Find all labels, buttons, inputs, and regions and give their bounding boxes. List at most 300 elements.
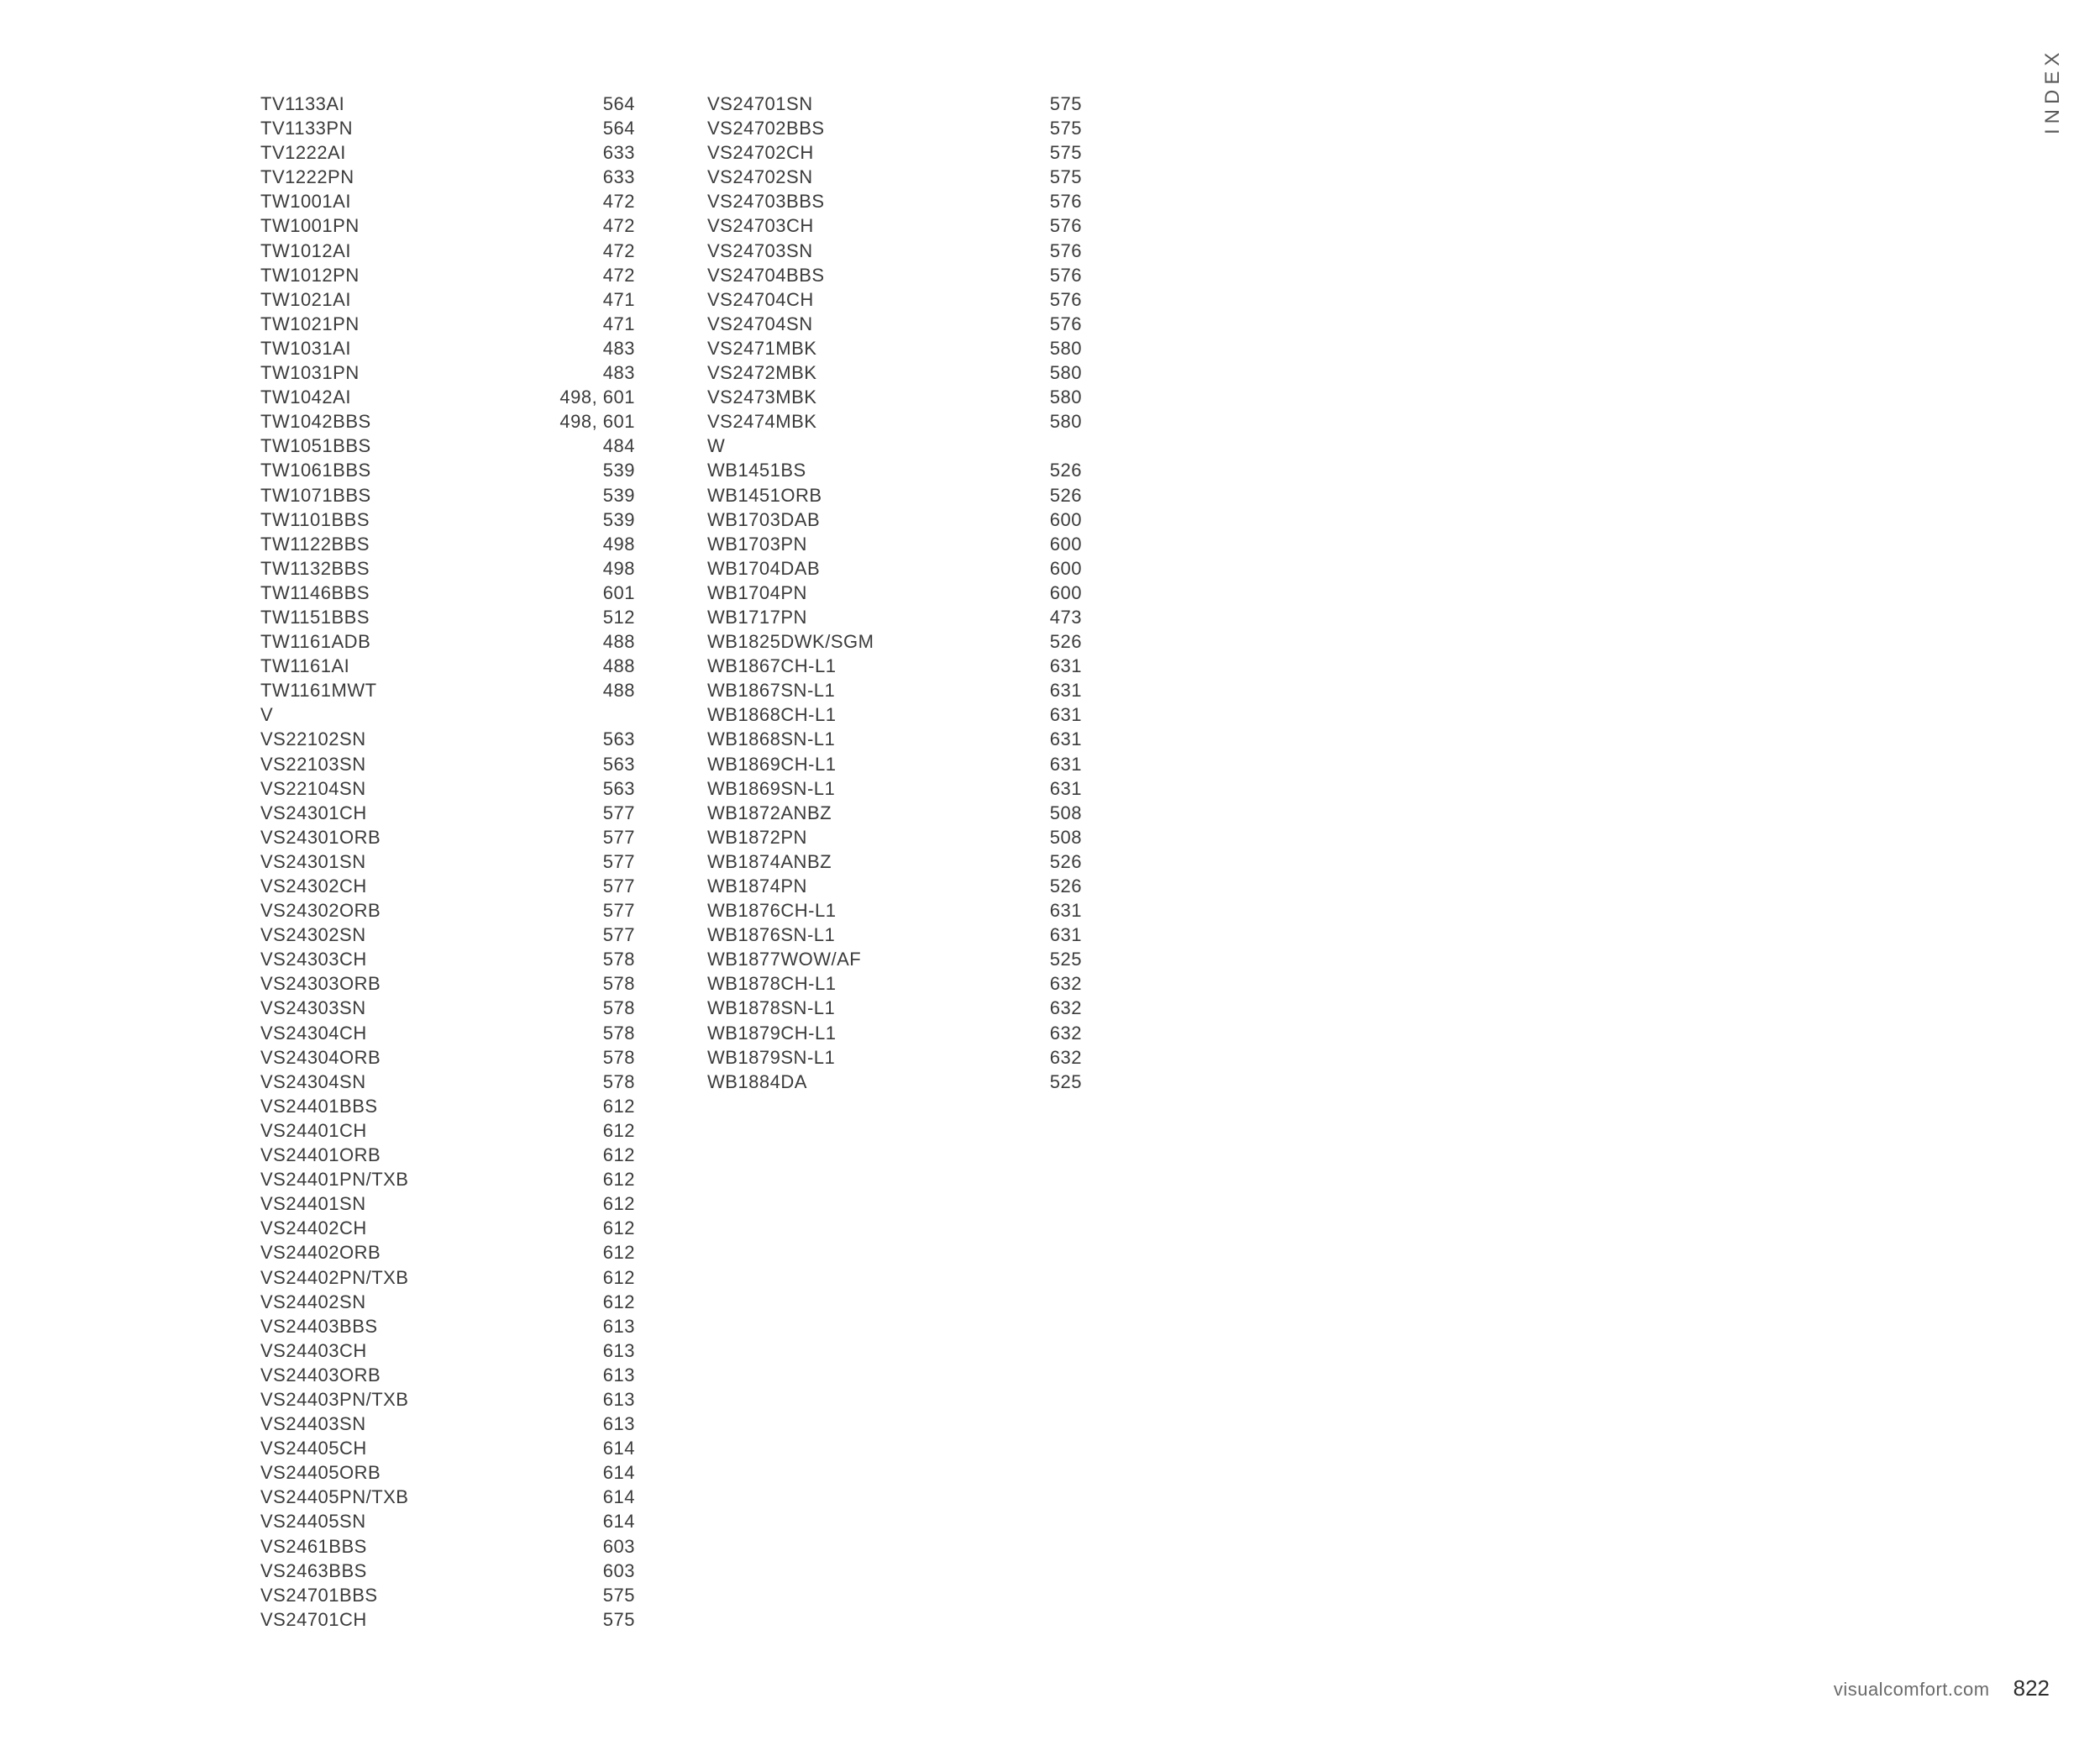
index-entry-code: W [707,435,726,457]
index-entry [260,1143,635,1167]
index-entry-page: 526 [1049,850,1082,872]
index-entry-page: 472 [602,215,635,237]
index-entry-code: WB1879SN-L1 [707,1046,836,1068]
index-entry-code: VS22104SN [260,777,366,799]
index-entry-code: VS24302CH [260,876,367,897]
index-entry-page: 488 [602,655,635,677]
index-entry-code: VS24402SN [260,1291,366,1312]
index-entry [707,385,1082,409]
index-entry-page: 578 [602,1022,635,1044]
index-entry-code: VS24701SN [707,93,813,114]
index-entry-page: 613 [602,1339,635,1361]
index-entry-page: 631 [1049,680,1082,702]
index-entry-code: VS24403PN/TXB [260,1388,409,1410]
index-entry [707,776,1082,801]
index-entry [707,92,1082,116]
index-entry [707,532,1082,556]
index-entry-code: TW1001AI [260,191,351,213]
index-entry [260,1387,635,1412]
index-entry [707,702,1082,727]
index-entry-code: WB1877WOW/AF [707,949,862,970]
index-entry [707,654,1082,678]
index-entry-page: 575 [1049,118,1082,139]
index-entry-page: 526 [1049,631,1082,653]
index-entry-page: 526 [1049,484,1082,506]
index-entry-page: 539 [602,508,635,530]
index-entry-page: 576 [1049,288,1082,310]
index-entry [260,605,635,629]
index-entry [260,92,635,116]
index-entry-code: VS2473MBK [707,386,817,408]
index-entry-code: VS24703BBS [707,191,825,213]
index-entry-page: 508 [1049,826,1082,848]
index-entry-page: 600 [1049,533,1082,555]
index-entry-code: VS2461BBS [260,1535,367,1557]
index-entry-page: 603 [602,1535,635,1557]
index-entry-code: VS24402CH [260,1217,367,1239]
index-entry-code: WB1876SN-L1 [707,924,836,946]
index-entry [260,1607,635,1632]
index-column-2 [707,92,1082,1094]
index-entry-code: TW1021PN [260,313,360,334]
index-entry-page: 580 [1049,362,1082,384]
index-entry-page: 576 [1049,215,1082,237]
index-entry-code: TW1021AI [260,288,351,310]
index-entry-page: 631 [1049,900,1082,922]
index-entry [707,263,1082,287]
index-entry-code: VS24702SN [707,166,813,188]
index-entry-code: VS22103SN [260,753,366,775]
index-entry-code: WB1867CH-L1 [707,655,837,677]
index-entry [707,239,1082,263]
index-entry-code: VS24301CH [260,802,367,823]
index-entry [260,1534,635,1559]
index-entry [260,1412,635,1436]
index-entry [707,116,1082,140]
index-entry-page: 512 [602,606,635,628]
index-column-1 [260,92,635,1632]
index-entry [260,263,635,287]
index-entry-page: 580 [1049,386,1082,408]
index-entry [260,947,635,971]
index-entry-code: TW1151BBS [260,606,370,628]
index-entry-code: TW1061BBS [260,460,371,481]
index-entry-code: WB1872ANBZ [707,802,832,823]
index-entry-code: TV1222PN [260,166,354,188]
index-entry-code: VS24302SN [260,924,366,946]
index-entry-code: WB1876CH-L1 [707,900,837,922]
index-entry-code: VS24405SN [260,1511,366,1533]
index-entry-page: 577 [602,876,635,897]
index-entry [260,458,635,482]
index-entry-code: VS24304SN [260,1070,366,1092]
index-entry-page: 614 [602,1486,635,1508]
index-entry-code: VS24405PN/TXB [260,1486,409,1508]
index-entry-code: VS24303ORB [260,973,381,995]
index-entry [260,1021,635,1045]
index-entry-code: TW1031AI [260,337,351,359]
index-entry-page: 612 [602,1193,635,1215]
index-entry-code: VS24403BBS [260,1315,378,1337]
index-entry [260,1290,635,1314]
index-entry [707,189,1082,213]
index-entry [260,1045,635,1070]
index-entry [260,971,635,996]
index-entry-page: 564 [602,93,635,114]
index-entry-page: 580 [1049,337,1082,359]
index-entry-code: VS24703SN [707,239,813,261]
index-entry-page: 600 [1049,557,1082,579]
index-entry [707,947,1082,971]
index-entry-page: 577 [602,850,635,872]
index-entry [707,996,1082,1020]
index-entry-page: 472 [602,239,635,261]
index-entry-page: 614 [602,1462,635,1484]
index-entry-code: WB1704PN [707,581,807,603]
index-entry-code: WB1703DAB [707,508,821,530]
index-entry-page: 576 [1049,313,1082,334]
index-entry-code: VS24403SN [260,1413,366,1435]
index-entry-page: 473 [1049,606,1082,628]
index-entry-code: VS22102SN [260,728,366,750]
index-entry-code: WB1867SN-L1 [707,680,836,702]
index-entry-code: TW1122BBS [260,533,370,555]
index-entry-code: WB1703PN [707,533,807,555]
index-entry-code: TV1133AI [260,93,345,114]
index-entry [260,923,635,947]
index-entry [260,1094,635,1118]
index-entry-page: 576 [1049,239,1082,261]
index-entry-page: 614 [602,1438,635,1459]
index-entry-page: 488 [602,631,635,653]
index-entry [260,1191,635,1216]
index-entry-page: 539 [602,460,635,481]
index-entry-code: VS24702BBS [707,118,825,139]
index-section-label: INDEX [2041,47,2064,134]
index-entry-code: VS2471MBK [707,337,817,359]
index-entry-code: TW1042BBS [260,411,371,433]
index-entry-code: WB1825DWK/SGM [707,631,874,653]
index-entry [260,629,635,654]
index-entry [260,312,635,336]
index-entry [707,629,1082,654]
index-entry-code: VS24402PN/TXB [260,1266,409,1288]
index-entry-code: WB1869CH-L1 [707,753,837,775]
index-entry-code: WB1874PN [707,876,807,897]
index-entry-page: 612 [602,1169,635,1191]
index-entry-page: 526 [1049,460,1082,481]
index-entry-page: 471 [602,313,635,334]
index-entry-code: VS24701CH [260,1608,367,1630]
index-entry-page: 508 [1049,802,1082,823]
index-entry-code: V [260,704,274,726]
index-entry-page: 612 [602,1095,635,1117]
index-entry-page: 575 [1049,93,1082,114]
index-entry-code: WB1878CH-L1 [707,973,837,995]
index-entry-page: 613 [602,1364,635,1386]
index-entry-code: WB1879CH-L1 [707,1022,837,1044]
index-entry-code: VS24702CH [707,142,814,164]
index-entry-page: 578 [602,949,635,970]
index-entry-code: TW1132BBS [260,557,370,579]
index-entry-code: VS24302ORB [260,900,381,922]
index-entry [707,336,1082,360]
index-entry-page: 575 [602,1584,635,1606]
index-entry-page: 483 [602,362,635,384]
index-entry [260,213,635,238]
index-entry-code: WB1874ANBZ [707,850,832,872]
index-entry-page: 498 [602,533,635,555]
index-entry [260,1118,635,1143]
index-entry-page: 563 [602,753,635,775]
index-entry [260,189,635,213]
index-entry-code: WB1868CH-L1 [707,704,837,726]
footer-website[interactable]: visualcomfort.com [1833,1679,1990,1700]
index-entry [707,213,1082,238]
index-entry [260,556,635,581]
index-entry [707,874,1082,898]
index-entry [707,971,1082,996]
index-entry-code: TW1146BBS [260,581,370,603]
index-entry-page: 613 [602,1388,635,1410]
index-entry [260,1314,635,1338]
index-entry [260,434,635,458]
index-entry-code: VS2474MBK [707,411,817,433]
index-entry-page: 632 [1049,1046,1082,1068]
index-entry-code: VS24704SN [707,313,813,334]
index-entry-page: 498 [602,557,635,579]
index-entry-page: 577 [602,802,635,823]
index-entry-code: TW1012AI [260,239,351,261]
index-entry [260,801,635,825]
index-entry-page: 563 [602,777,635,799]
index-entry [260,409,635,434]
index-entry [707,923,1082,947]
index-entry [260,1265,635,1290]
index-entry-page: 472 [602,191,635,213]
index-entry [707,1021,1082,1045]
index-entry-code: VS24704CH [707,288,814,310]
index-entry-code: TW1071BBS [260,484,371,506]
index-entry-page: 631 [1049,704,1082,726]
index-entry [707,409,1082,434]
index-entry-code: VS2463BBS [260,1559,367,1581]
index-entry-code: WB1878SN-L1 [707,997,836,1019]
index-entry [260,483,635,507]
index-entry [260,1509,635,1533]
index-entry [260,776,635,801]
index-entry [260,1338,635,1363]
index-entry-page: 612 [602,1217,635,1239]
index-entry [260,825,635,849]
index-entry [260,336,635,360]
index-letter-heading [707,434,1082,458]
index-entry [260,1216,635,1240]
index-entry-page: 578 [602,1070,635,1092]
index-entry-code: VS24401SN [260,1193,366,1215]
index-entry [260,1363,635,1387]
index-entry-code: VS24304CH [260,1022,367,1044]
index-entry [707,165,1082,189]
index-entry [707,898,1082,923]
index-entry-code: VS24405ORB [260,1462,381,1484]
index-entry-page: 631 [1049,728,1082,750]
index-entry [707,727,1082,751]
index-entry-code: VS24701BBS [260,1584,378,1606]
index-entry [260,1559,635,1583]
index-entry [260,849,635,874]
index-entry [260,1167,635,1191]
index-entry [707,605,1082,629]
index-entry-code: WB1451BS [707,460,806,481]
index-entry [260,1485,635,1509]
index-entry-page: 577 [602,924,635,946]
index-entry [260,1436,635,1460]
index-entry-page: 577 [602,826,635,848]
index-entry-page: 613 [602,1315,635,1337]
index-entry-page: 631 [1049,753,1082,775]
index-entry [707,678,1082,702]
index-entry [707,556,1082,581]
index-entry-page: 525 [1049,949,1082,970]
index-entry [260,239,635,263]
index-entry [260,1460,635,1485]
index-entry-code: VS24401BBS [260,1095,378,1117]
index-entry-code: VS24403CH [260,1339,367,1361]
index-entry [707,483,1082,507]
index-entry-code: WB1704DAB [707,557,821,579]
index-entry [707,140,1082,165]
index-entry [707,825,1082,849]
index-entry-page: 603 [602,1559,635,1581]
index-entry-code: TW1012PN [260,264,360,286]
index-entry-page: 600 [1049,581,1082,603]
index-entry-page: 575 [1049,166,1082,188]
index-entry-code: TW1001PN [260,215,360,237]
index-entry-page: 612 [602,1242,635,1264]
index-entry [707,458,1082,482]
index-entry-page: 632 [1049,997,1082,1019]
index-entry-code: TV1222AI [260,142,346,164]
index-entry-page: 580 [1049,411,1082,433]
index-entry [260,360,635,385]
index-entry-page: 578 [602,997,635,1019]
index-entry [260,1240,635,1265]
index-entry [260,898,635,923]
index-entry-page: 633 [602,166,635,188]
index-entry [260,507,635,532]
index-entry-code: VS24405CH [260,1438,367,1459]
index-entry-code: WB1868SN-L1 [707,728,836,750]
index-entry [260,532,635,556]
index-entry-page: 612 [602,1291,635,1312]
index-entry-code: VS24303CH [260,949,367,970]
index-entry-page: 600 [1049,508,1082,530]
index-entry-page: 488 [602,680,635,702]
index-entry [707,1070,1082,1094]
index-entry [707,287,1082,312]
index-entry [707,581,1082,605]
index-entry-page: 612 [602,1119,635,1141]
index-entry-page: 632 [1049,973,1082,995]
index-entry-code: TW1031PN [260,362,360,384]
index-entry-page: 498, 601 [559,411,635,433]
index-entry [260,165,635,189]
index-entry-code: VS24401CH [260,1119,367,1141]
index-entry-page: 575 [1049,142,1082,164]
index-entry-page: 483 [602,337,635,359]
index-entry-code: TV1133PN [260,118,353,139]
index-entry [260,581,635,605]
index-entry [260,385,635,409]
index-entry-page: 577 [602,900,635,922]
index-letter-heading [260,702,635,727]
index-entry [260,1070,635,1094]
index-entry-code: WB1717PN [707,606,807,628]
index-entry-page: 612 [602,1144,635,1166]
index-entry-page: 631 [1049,777,1082,799]
index-entry-page: 472 [602,264,635,286]
index-entry [707,360,1082,385]
index-entry [707,507,1082,532]
index-entry [260,752,635,776]
index-entry [260,727,635,751]
index-entry-code: TW1161ADB [260,631,371,653]
index-entry-page: 613 [602,1413,635,1435]
index-entry-code: TW1161MWT [260,680,377,702]
index-entry-page: 631 [1049,924,1082,946]
index-entry-page: 498, 601 [559,386,635,408]
index-entry [260,140,635,165]
index-entry-code: VS24301SN [260,850,366,872]
index-entry-code: VS24401PN/TXB [260,1169,409,1191]
index-entry [707,1045,1082,1070]
index-entry [260,996,635,1020]
index-entry [707,801,1082,825]
index-entry-page: 633 [602,142,635,164]
index-entry-page: 631 [1049,655,1082,677]
index-entry [707,752,1082,776]
index-entry-code: WB1872PN [707,826,807,848]
index-entry-code: WB1884DA [707,1070,807,1092]
index-entry-code: VS24704BBS [707,264,825,286]
index-entry [707,849,1082,874]
index-entry-page: 471 [602,288,635,310]
index-entry-page: 484 [602,435,635,457]
index-entry [707,312,1082,336]
page-footer [1834,1675,2050,1701]
index-entry-page: 576 [1049,191,1082,213]
index-entry-code: WB1869SN-L1 [707,777,836,799]
index-entry-code: VS24303SN [260,997,366,1019]
index-entry-code: VS2472MBK [707,362,817,384]
index-entry-page: 632 [1049,1022,1082,1044]
index-entry [260,874,635,898]
index-entry-page: 601 [602,581,635,603]
index-entry [260,678,635,702]
index-entry-code: VS24301ORB [260,826,381,848]
index-entry-code: TW1051BBS [260,435,371,457]
index-entry [260,1583,635,1607]
index-entry-page: 578 [602,973,635,995]
index-entry-code: TW1101BBS [260,508,370,530]
index-entry-code: VS24403ORB [260,1364,381,1386]
index-entry-code: VS24401ORB [260,1144,381,1166]
index-entry-page: 575 [602,1608,635,1630]
index-entry-page: 564 [602,118,635,139]
index-entry-page: 539 [602,484,635,506]
index-entry [260,654,635,678]
